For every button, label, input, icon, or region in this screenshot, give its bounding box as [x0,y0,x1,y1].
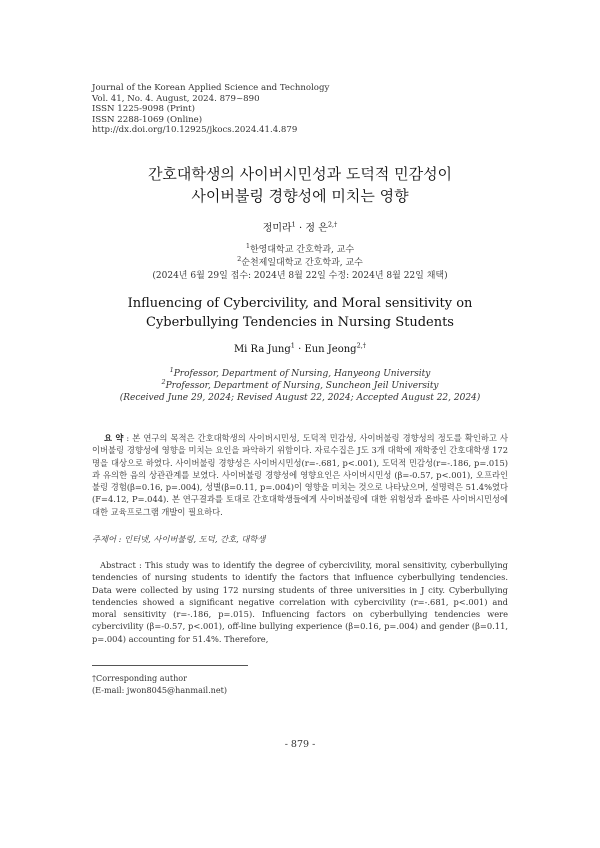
author-separator-en: · [294,344,305,355]
footnote [92,672,227,696]
issn-print: ISSN 1225-9098 (Print) [92,104,195,115]
abstract-english-label: Abstract [100,560,136,570]
affiliations-korean [0,244,600,283]
aff2-en: Professor, Department of Nursing, Suncheon Jeil University [165,381,439,391]
dates-ko: (2024년 6월 29일 접수: 2024년 8월 22일 수정: 2024년 8월 22일 채택) [152,271,448,281]
journal-volume: Vol. 41, No. 4. August, 2024. 879~890 [92,93,260,104]
abstract-korean-text: : 본 연구의 목적은 간호대학생의 사이버시민성, 도덕적 민감성, 사이버불링 경향성의 정도를 확인하고 사이버불링 경향성에 영향을 미치는 요인을 파악하기 위함이다. 자료수집은 J도 3개 대학에 재학중인 간호대학생 172명을 대상으로 하였다. 사이버불링 경향성은 사이버시민성(r=-.681, p<.001), 도덕적 민감성(r=-.186, p=.015)과 유의한 음의 상관관계를 보였다. 사이버불링 경향성에 영향요인은 사이버시민성 (β=-0.57, p<.001), 오프라인불링 경험(β=0.16, p=.004), 성별(β=0.11, p=.004)이 영향을 미치는 것으로 나타났으며, 설명력은 51.4%였다(F=4.12, P=.044). 본 연구결과를 토대로 간호대학생들에게 사이버불링에 대한 위험성과 올바른 사이버시민성에 대한 교육프로그램 개발이 필요하다. [92,433,508,517]
aff1-sup-en: 1 [169,366,174,374]
abstract-korean [92,432,508,518]
aff1-ko: 한영대학교 간호학과, 교수 [249,245,355,255]
aff2-ko: 순천제일대학교 간호학과, 교수 [241,258,363,268]
aff2-sup-en: 2 [161,378,166,386]
footnote-divider [92,665,248,666]
abstract-english [92,559,508,645]
author1-name-en: Mi Ra Jung [233,344,291,355]
aff1-sup-ko: 1 [245,242,250,250]
journal-info [92,83,329,136]
abstract-english-text: : This study was to identify the degree of cybercivility, moral sensitivity, cyberbullying tendencies of nursing students to identify the factors that influence cyberbullying tendencies. Data were collected by using 172 nursing students of three universities in J city. Cyberbullying tendencies showed a significant negative correlation with cybercivility (r=-.681, p<.001) and moral sensitivity (r=-.186, p=.015). Influencing factors on cyberbullying tendencies were cybercivility (β=-0.57, p<.001), off-line bullying experience (β=0.16, p=.004) and gender (β=0.11, p=.004) accounting for 51.4%. Therefore, [92,560,508,644]
authors-korean [0,219,600,234]
author1-name-ko: 정미라 [262,223,292,234]
dates-en: (Received June 29, 2024; Revised August 22, 2024; Accepted August 22, 2024) [119,393,481,403]
title-korean [0,163,600,207]
aff1-en: Professor, Department of Nursing, Hanyeong University [173,369,431,379]
authors-english [0,341,600,355]
title-english-line1: Influencing of Cybercivility, and Moral sensitivity on [127,296,473,311]
author1-sup-en: 1 [290,341,295,350]
affiliations-english [0,368,600,404]
page-number: - 879 - [284,739,316,750]
title-korean-line2: 사이버불링 경향성에 미치는 영향 [191,187,409,205]
author-separator-ko: · [295,223,306,234]
title-korean-line1: 간호대학생의 사이버시민성과 도덕적 민감성이 [147,165,453,183]
doi-link[interactable]: http://dx.doi.org/10.12925/jkocs.2024.41.4.879 [92,125,298,136]
corresponding-author-note: †Corresponding author [92,673,188,683]
keywords-korean: 주제어 : 인터넷, 사이버불링, 도덕, 간호, 대학생 [92,534,266,544]
journal-name: Journal of the Korean Applied Science and Technology [92,83,330,93]
author2-name-en: Eun Jeong [304,344,357,355]
title-english [0,294,600,332]
title-english-line2: Cyberbullying Tendencies in Nursing Students [146,315,454,330]
issn-online: ISSN 2288-1069 (Online) [92,114,203,125]
corresponding-email: (E-mail: jwon8045@hanmail.net) [92,685,228,695]
author2-name-ko: 정 은 [305,223,328,234]
author2-sup-en: 2,† [356,341,367,350]
author1-sup-ko: 1 [291,220,296,229]
author2-sup-ko: 2,† [327,220,338,229]
abstract-korean-label: 요 약 [104,433,124,443]
aff2-sup-ko: 2 [237,255,242,263]
